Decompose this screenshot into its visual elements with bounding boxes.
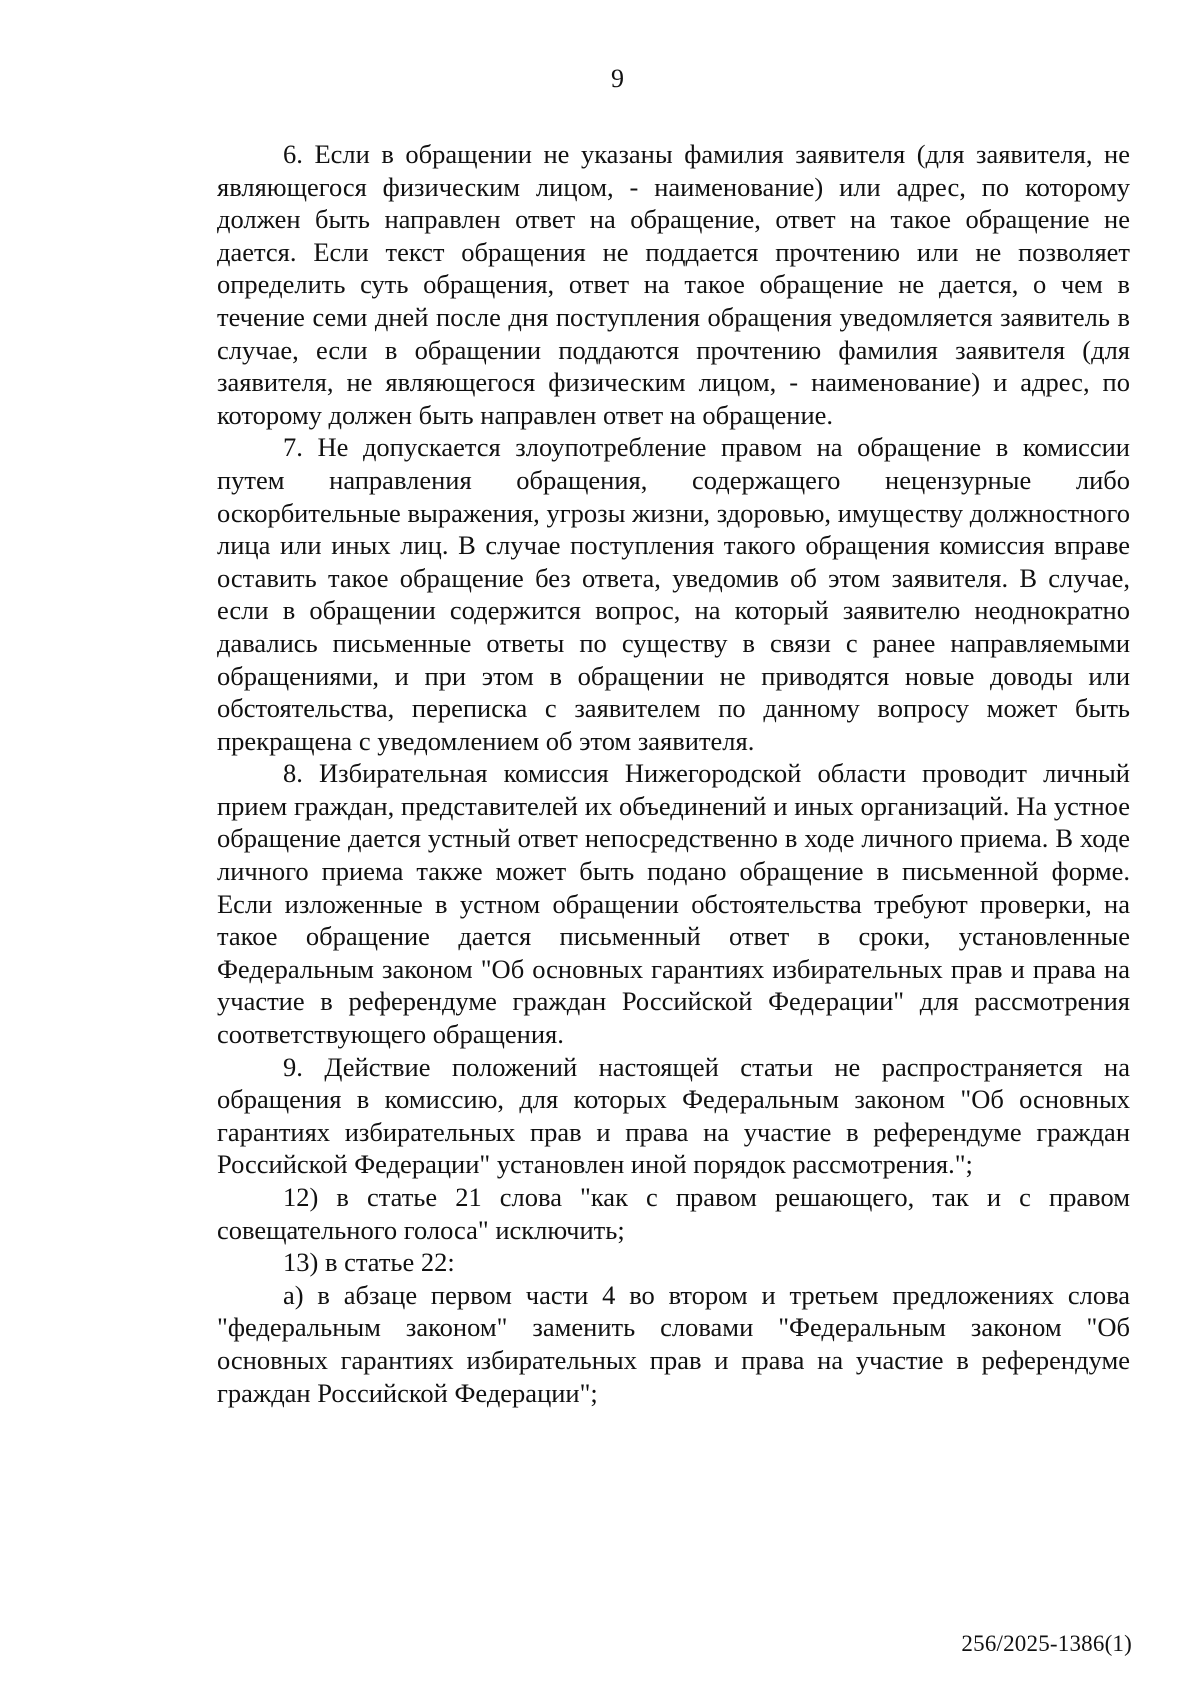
paragraph-item-8: 8. Избирательная комиссия Нижегородской области проводит личный прием граждан, представителей их объединений и иных организаций. На устное обращение дается устный ответ непосредственно в ходе личного приема. В ходе личного приема также может быть подано обращение в письменной форме. Если изложенные в устном обращении обстоятельства требуют проверки, на такое обращение дается письменный ответ в сроки, установленные Федеральным законом "Об основных гарантиях избирательных прав и права на участие в референдуме граждан Российской Федерации" для рассмотрения соответствующего обращения. xyxy=(217,758,1130,1050)
paragraph-subclause-a: а) в абзаце первом части 4 во втором и третьем предложениях слова "федеральным законом" заменить словами "Федеральным законом "Об основных гарантиях избирательных прав и права на участие в референдуме граждан Российской Федерации"; xyxy=(217,1279,1130,1408)
paragraph-item-7: 7. Не допускается злоупотребление правом на обращение в комиссии путем направления обращения, содержащего нецензурные либо оскорбительные выражения, угрозы жизни, здоровью, имуществу должностного лица или иных лиц. В случае поступления такого обращения комиссия вправе оставить такое обращение без ответа, уведомив об этом заявителя. В случае, если в обращении содержится вопрос, на который заявителю неоднократно давались письменные ответы по существу в связи с ранее направляемыми обращениями, и при этом в обращении не приводятся новые доводы или обстоятельства, переписка с заявителем по данному вопросу может быть прекращена с уведомлением об этом заявителя. xyxy=(217,432,1130,756)
paragraph-clause-12: 12) в статье 21 слова "как с правом решающего, так и с правом совещательного голоса" исключить; xyxy=(217,1182,1130,1245)
page-number: 9 xyxy=(611,64,624,93)
document-registration-code: 256/2025-1386(1) xyxy=(961,1631,1132,1656)
document-body xyxy=(217,138,1130,1409)
paragraph-item-9: 9. Действие положений настоящей статьи не распространяется на обращения в комиссию, для которых Федеральным законом "Об основных гарантиях избирательных прав и права на участие в референдуме граждан Российской Федерации" установлен иной порядок рассмотрения."; xyxy=(217,1051,1130,1180)
paragraph-clause-13: 13) в статье 22: xyxy=(283,1247,455,1278)
paragraph-item-6: 6. Если в обращении не указаны фамилия заявителя (для заявителя, не являющегося физическим лицом, - наименование) или адрес, по которому должен быть направлен ответ на обращение, ответ на такое обращение не дается. Если текст обращения не поддается прочтению или не позволяет определить суть обращения, ответ на такое обращение не дается, о чем в течение семи дней после дня поступления обращения уведомляется заявитель в случае, если в обращении поддаются прочтению фамилия заявителя (для заявителя, не являющегося физическим лицом, - наименование) и адрес, по которому должен быть направлен ответ на обращение. xyxy=(217,139,1130,430)
